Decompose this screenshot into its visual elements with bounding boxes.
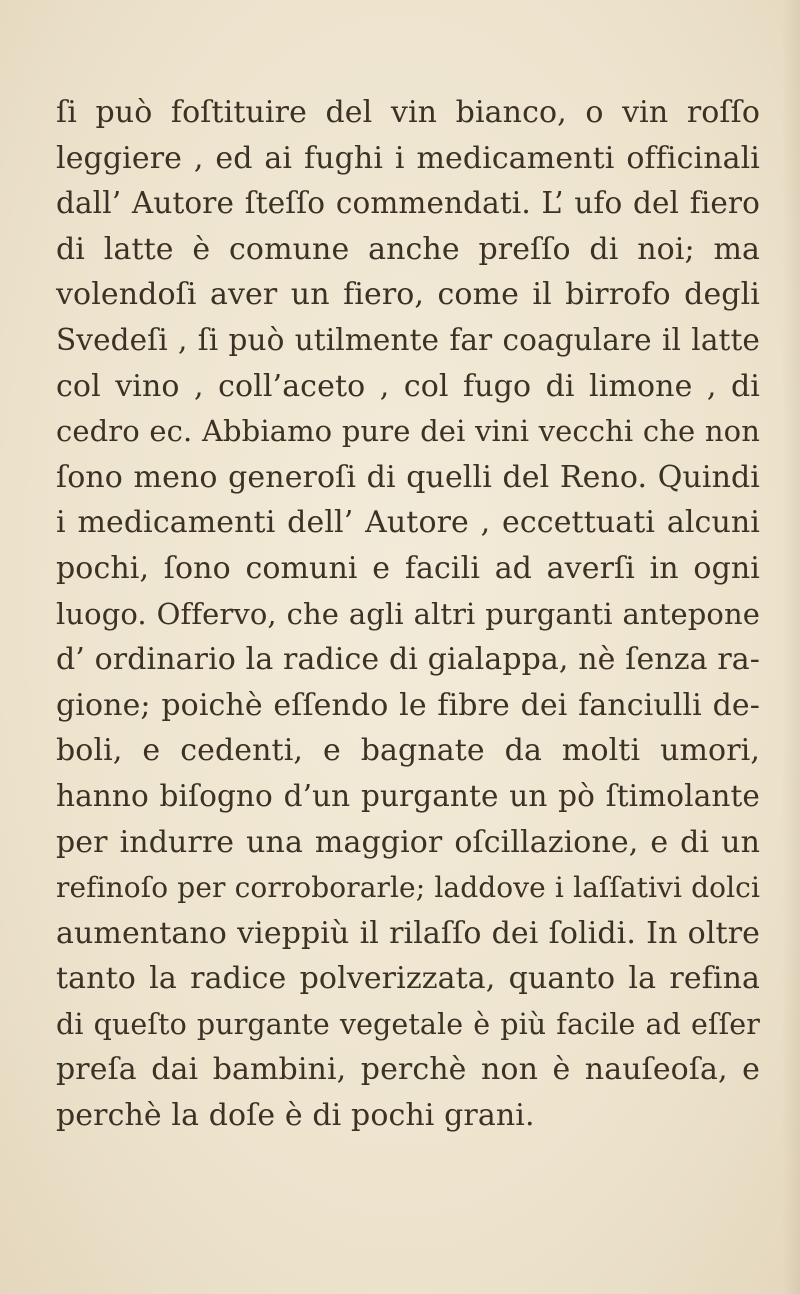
text-line: ſono meno generoſi di quelli del Reno. Quindi — [56, 459, 760, 495]
body-text — [56, 90, 760, 1139]
text-line: hanno biſogno d’un purgante un pò ſtimolante — [56, 778, 760, 813]
text-line: per indurre una maggior oſcillazione, e di un — [56, 824, 760, 860]
text-line: Svedeſi , ſi può utilmente far coagulare il latte — [56, 322, 760, 357]
page-edge-shadow — [782, 0, 800, 1294]
text-line: refinoſo per corroborarle; laddove i laſſativi dolci — [56, 871, 760, 905]
text-line: gione; poichè eſſendo le fibre dei fanciulli de- — [56, 687, 760, 723]
text-line: preſa dai bambini, perchè non è nauſeoſa, e — [56, 1052, 760, 1088]
text-line: cedro ec. Abbiamo pure dei vini vecchi che non — [56, 414, 760, 449]
text-line: ſi può foſtituire del vin bianco, o vin roſſo — [56, 95, 760, 130]
text-line: d’ ordinario la radice di gialappa, nè ſenza ra- — [56, 642, 760, 678]
text-line: di queſto purgante vegetale è più facile ad eſſer — [56, 1007, 760, 1041]
text-line: boli, e cedenti, e bagnate da molti umori, — [56, 733, 760, 769]
text-line: di latte è comune anche preſſo di noi; ma — [56, 231, 760, 267]
text-line: volendoſi aver un fiero, come il birrofo degli — [56, 277, 760, 313]
text-line: i medicamenti dell’ Autore , eccettuati alcuni — [56, 505, 760, 541]
text-line: luogo. Offervo, che agli altri purganti antepone — [56, 596, 760, 631]
text-line: dall’ Autore ſteſſo commendati. L’ ufo del fiero — [56, 186, 760, 221]
text-line: col vino , coll’aceto , col fugo di limone , di — [56, 368, 760, 404]
text-line: aumentano vieppiù il rilaſſo dei ſolidi. In oltre — [56, 915, 760, 951]
text-line: perchè la doſe è di pochi grani. — [56, 1098, 535, 1134]
text-line: pochi, ſono comuni e facili ad averſi in ogni — [56, 550, 760, 586]
text-line: tanto la radice polverizzata, quanto la refina — [56, 961, 760, 997]
text-line: leggiere , ed ai fughi i medicamenti officinali — [56, 140, 760, 176]
